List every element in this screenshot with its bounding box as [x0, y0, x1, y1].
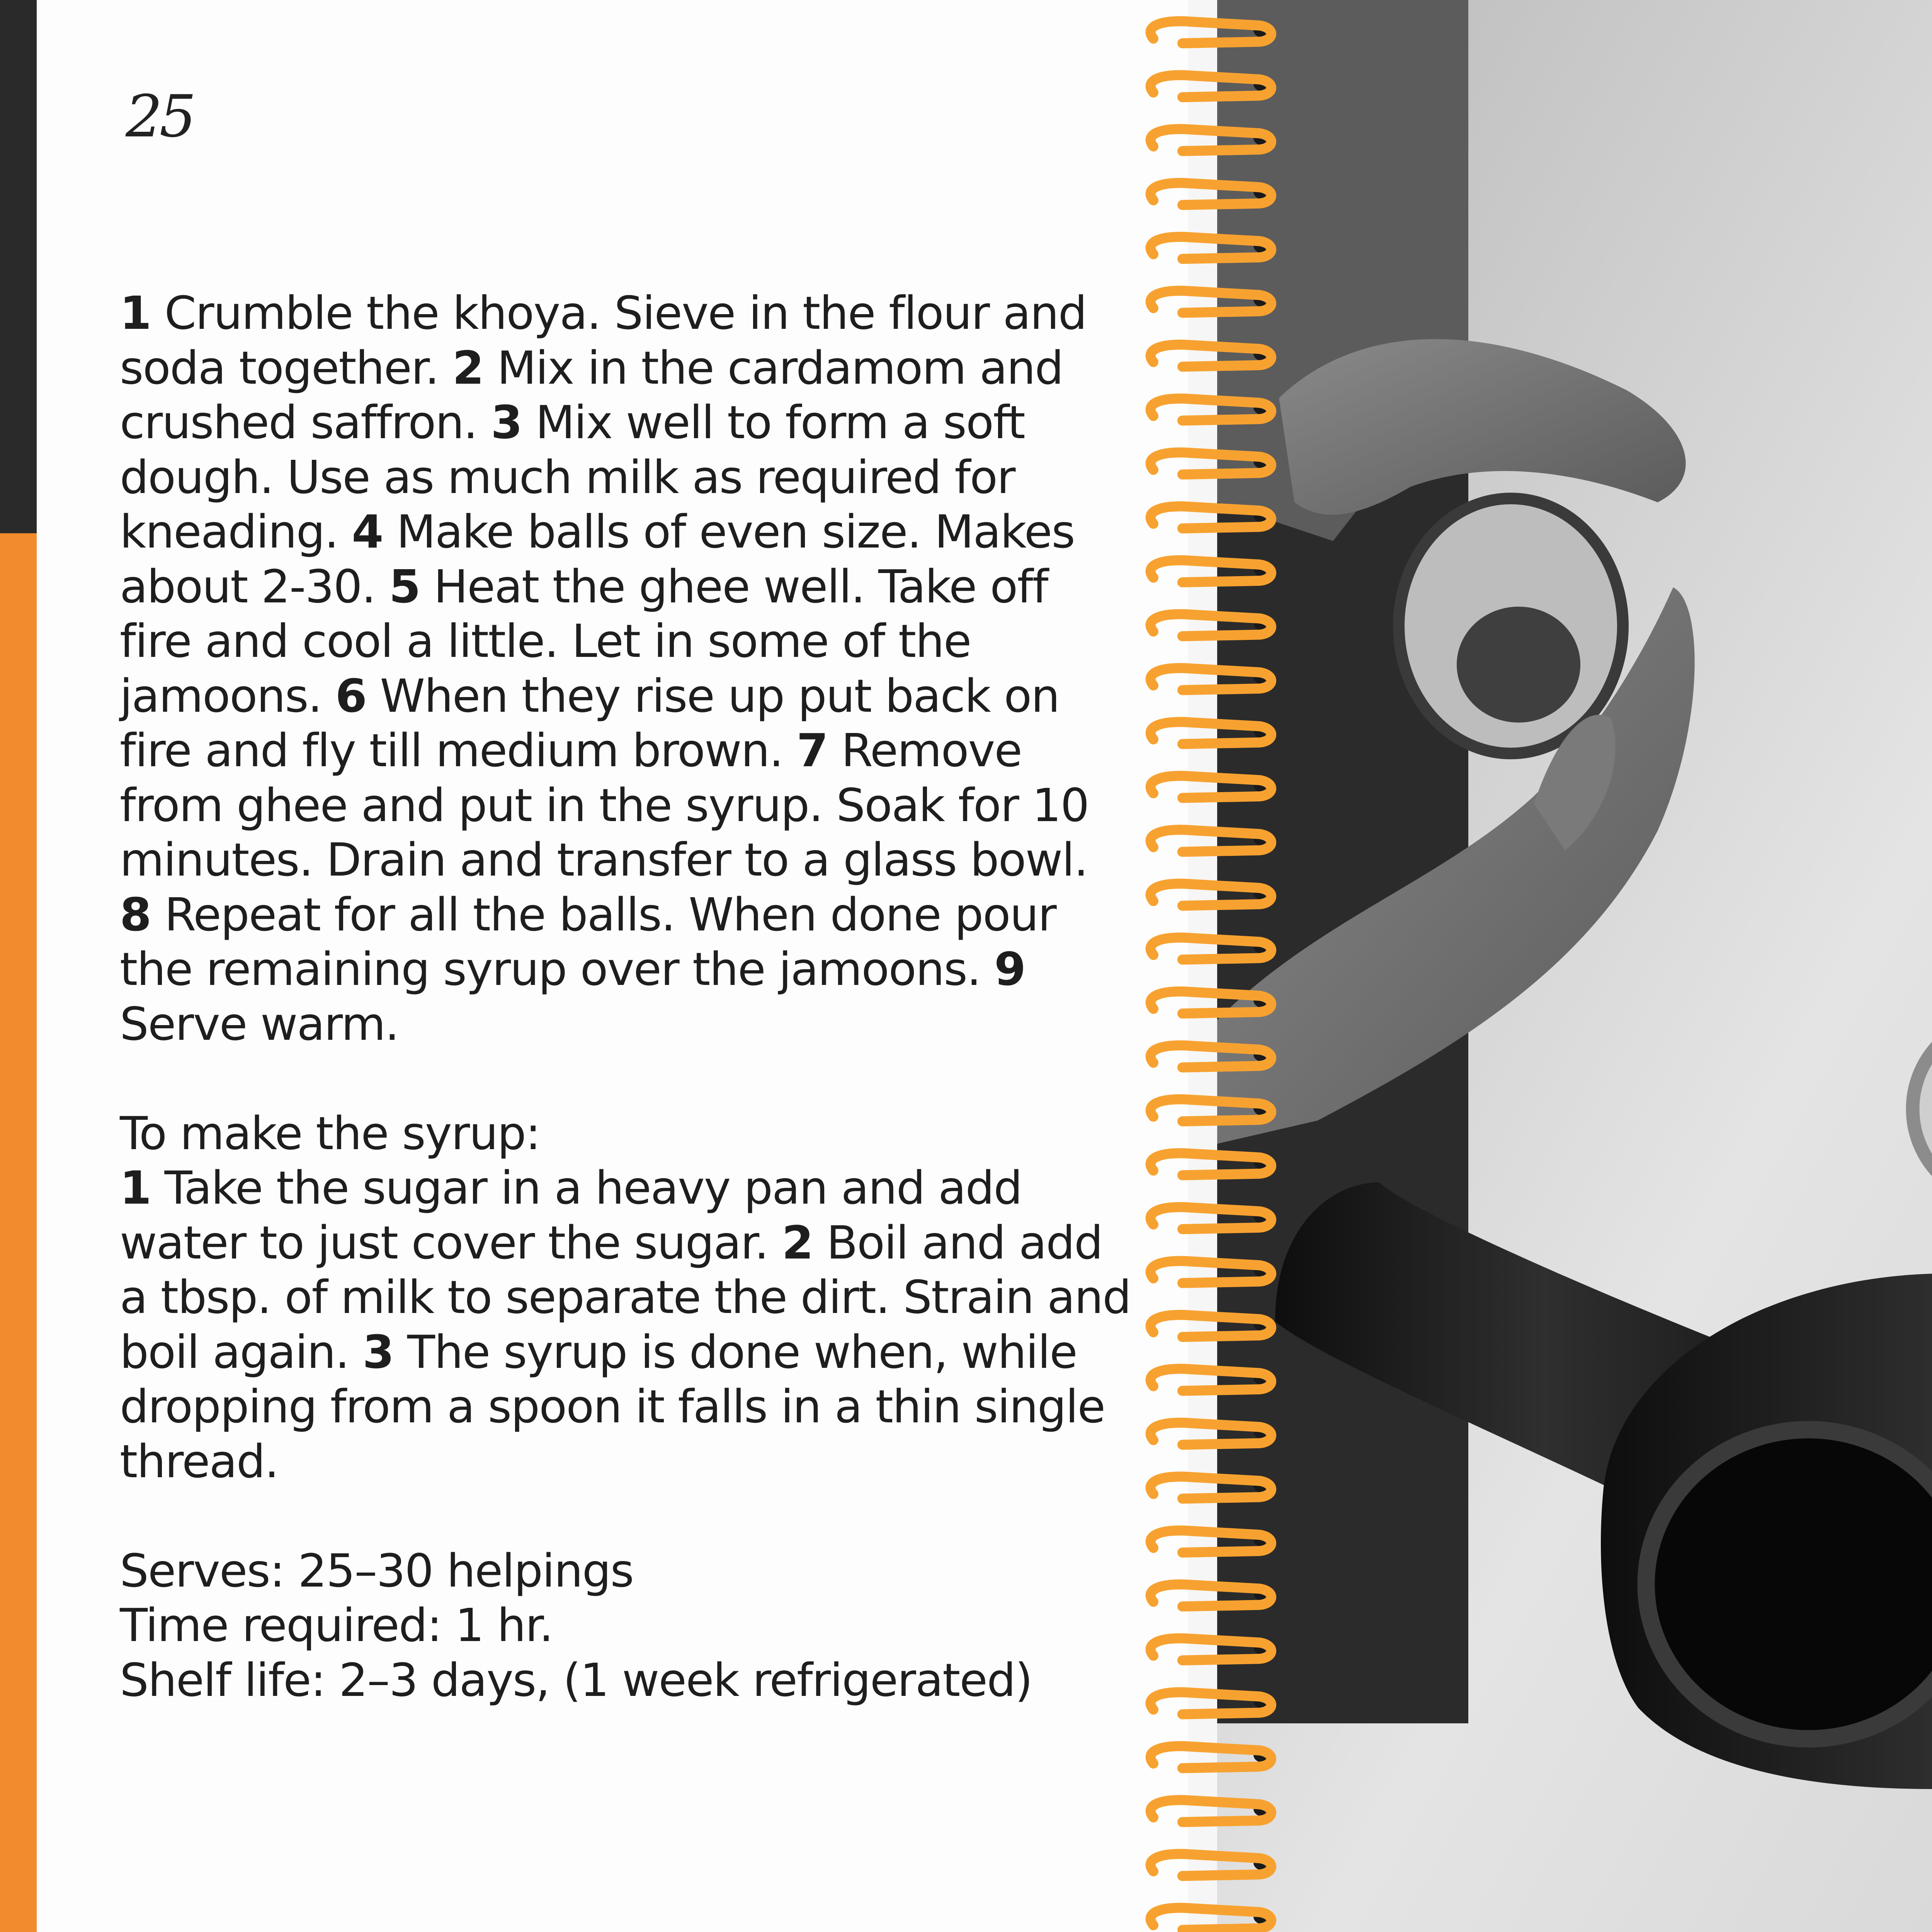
paragraph-gap [120, 1051, 1132, 1106]
binding-coil [1151, 614, 1271, 636]
binding-coil [1151, 1423, 1271, 1445]
recipe-text-run: Serves: 25–30 helpings [120, 1544, 634, 1597]
binding-coil [1151, 183, 1271, 205]
saffron-in-jar [1457, 607, 1580, 723]
spiral-coils [1136, 0, 1298, 1932]
binding-coil [1151, 1476, 1271, 1498]
binding-coil [1151, 75, 1271, 97]
recipe-text-run: Repeat for all the balls. When done pour the remaining syrup over the jamoons. [120, 888, 1056, 996]
binding-coil [1151, 992, 1271, 1014]
binding-coil [1151, 830, 1271, 852]
step-number: 8 [120, 888, 151, 941]
binding-coil [1151, 237, 1271, 259]
step-number: 1 [120, 286, 151, 340]
recipe-paragraph [120, 1106, 1132, 1489]
step-number: 6 [335, 669, 366, 723]
recipe-text-run: Mix in the cardamom and crushed saffron. [120, 341, 1063, 449]
paragraph-gap [120, 1489, 1132, 1544]
binding-coil [1151, 345, 1271, 367]
recipe-text-run: Boil and add a tbsp. of milk to separate the dirt. Strain and boil again. [120, 1216, 1131, 1379]
recipe-text [120, 286, 1132, 1708]
binding-coil [1151, 1099, 1271, 1121]
step-number: 1 [120, 1161, 151, 1214]
binding-coil [1151, 776, 1271, 798]
recipe-text-run: When they rise up put back on fire and fly till medium brown. [120, 669, 1060, 777]
recipe-text-run: To make the syrup: [120, 1106, 540, 1160]
step-number: 2 [782, 1216, 813, 1269]
recipe-paragraph [120, 286, 1132, 1051]
recipe-text-run: Heat the ghee well. Take off fire and cool a little. Let in some of the jamoons. [120, 560, 1048, 723]
step-number: 3 [362, 1325, 394, 1379]
recipe-text-run: The syrup is done when, while dropping from a spoon it falls in a thin single thread. [120, 1325, 1105, 1488]
binding-coil [1151, 884, 1271, 906]
step-number: 5 [389, 560, 420, 613]
binding-coil [1151, 1261, 1271, 1283]
binding-coil [1151, 1315, 1271, 1337]
binding-coil [1151, 1638, 1271, 1660]
recipe-paragraph [120, 1544, 1132, 1708]
recipe-text-run: Serve warm. [120, 997, 399, 1051]
photo-hands-saffron-mortar-pestle-icon [1217, 0, 1932, 1932]
step-number: 9 [994, 942, 1026, 996]
binding-coil [1151, 291, 1271, 313]
binding-coil [1151, 1800, 1271, 1822]
binding-coil [1151, 129, 1271, 151]
mortar-opening [1646, 1430, 1932, 1739]
binding-coil [1151, 1045, 1271, 1067]
binding-coil [1151, 398, 1271, 420]
binding-coil [1151, 1584, 1271, 1606]
binding-coil [1151, 668, 1271, 690]
page-number: 25 [126, 83, 193, 150]
recipe-text-run: Crumble the khoya. Sieve in the flour and soda together. [120, 286, 1087, 395]
binding-coil [1151, 506, 1271, 528]
step-number: 7 [796, 724, 828, 777]
binding-coil [1151, 452, 1271, 474]
binding-coil [1151, 1908, 1271, 1930]
binding-coil [1151, 560, 1271, 582]
recipe-text-run: Time required: 1 hr. [120, 1599, 553, 1652]
binding-coil [1151, 21, 1271, 43]
binding-coil [1151, 1153, 1271, 1175]
binding-coil [1151, 1854, 1271, 1876]
step-number: 2 [452, 341, 483, 395]
binding-coil [1151, 1746, 1271, 1768]
recipe-text-run: Remove from ghee and put in the syrup. Soak for 10 minutes. Drain and transfer to a glass bowl. [120, 724, 1089, 886]
recipe-text-run: Take the sugar in a heavy pan and add water to just cover the sugar. [120, 1161, 1022, 1269]
binding-coil [1151, 937, 1271, 959]
orange-cover-edge [0, 533, 37, 1932]
step-number: 3 [491, 396, 522, 449]
binding-coil [1151, 1531, 1271, 1553]
recipe-text-run: Mix well to form a soft dough. Use as much milk as required for kneading. [120, 396, 1025, 558]
recipe-text-run: Make balls of even size. Makes about 2-30. [120, 505, 1075, 613]
recipe-text-run: Shelf life: 2–3 days, (1 week refrigerated) [120, 1653, 1032, 1707]
spiral-binding [1136, 0, 1298, 1932]
step-number: 4 [352, 505, 383, 558]
binding-coil [1151, 1692, 1271, 1714]
binding-coil [1151, 722, 1271, 744]
binding-coil [1151, 1369, 1271, 1391]
binding-coil [1151, 1207, 1271, 1229]
